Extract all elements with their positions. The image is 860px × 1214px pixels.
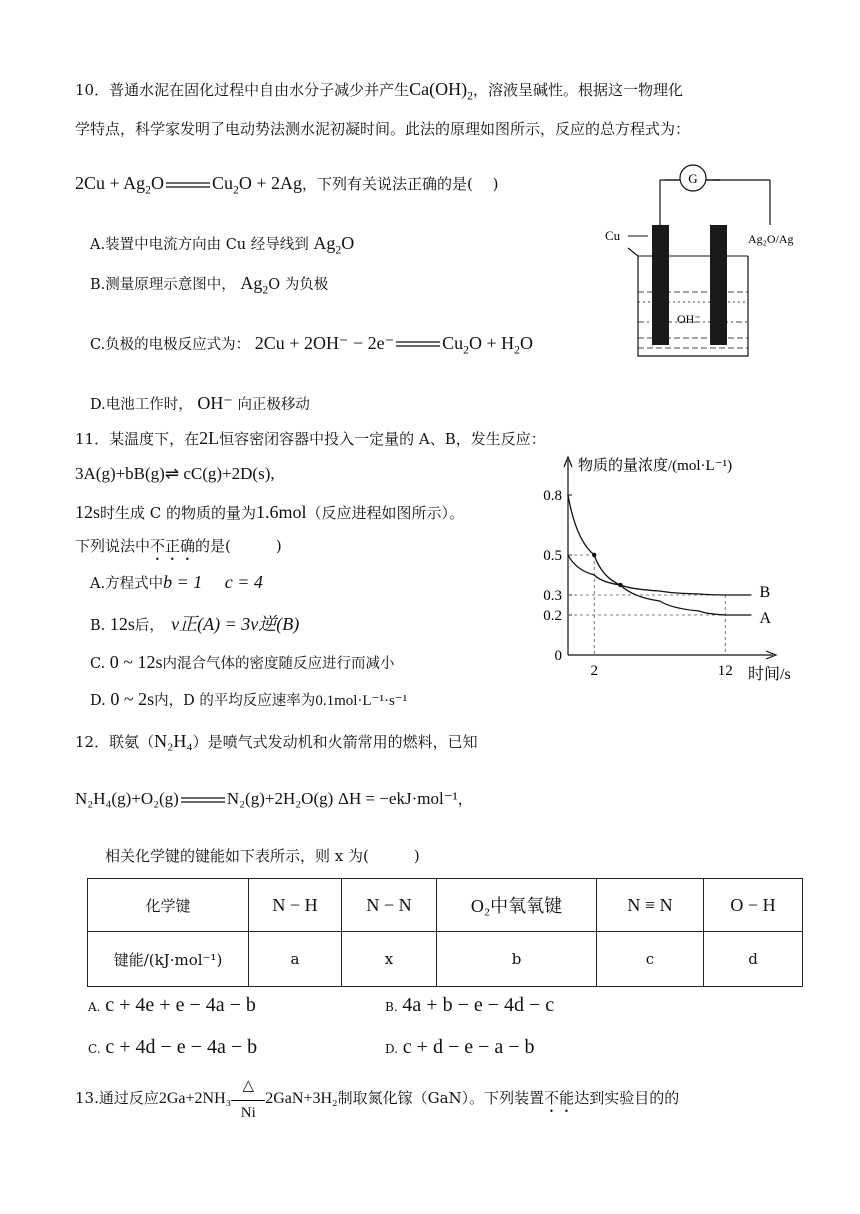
y-tick-label: 0.3 [543, 588, 562, 604]
x-axis-label: 时间/s [748, 666, 791, 683]
cu-label: Cu [605, 228, 621, 243]
q11-reaction: 3A(g)+bB(g)⇌ cC(g)+2D(s), [75, 464, 275, 483]
table-row [88, 932, 803, 987]
q11-option-a: A.方程式中b = 1 c = 4 [90, 572, 263, 592]
equals-arrow-icon [164, 174, 212, 196]
q11-line1: 11．某温度下，在2L恒容密闭容器中投入一定量的 A、B，发生反应： [75, 428, 546, 448]
q12-option-d: D. c + d − e − a − b [385, 1036, 535, 1058]
series-label-B: B [759, 584, 771, 601]
table-header: O₂中氧氧键 [437, 879, 597, 932]
y-tick-label: 0 [554, 648, 562, 664]
table-cell: b [437, 932, 597, 987]
q10-option-b: B.测量原理示意图中， $Ag_2O$ 为负极 [90, 273, 329, 297]
q10-formula: $Ca(OH)_2$ [409, 79, 473, 103]
concentration-chart [530, 455, 800, 695]
series-line-B [568, 555, 751, 595]
table-header: N − H [249, 879, 342, 932]
q12-option-c: C. c + 4d − e − 4a − b [88, 1036, 258, 1058]
y-tick-label: 0.2 [543, 608, 562, 624]
q11-line3: 12s时生成 C 的物质的量为1.6mol（反应进程如图所示）。 [75, 502, 465, 522]
x-tick-label: 12 [717, 663, 733, 679]
q12-equation: N₂H₄(g)+O₂(g) N₂(g)+2H₂O(g) ΔH = −ekJ·mol⁻¹， [75, 788, 473, 811]
y-tick-label: 0.5 [543, 548, 562, 564]
q12-option-b: B. 4a + b − e − 4d − c [385, 994, 555, 1016]
q10-equation: $2Cu + Ag_2O$ $Cu_2O + 2Ag$，下列有关说法正确的是( ) [75, 173, 499, 197]
ag2o-label: Ag₂O/Ag [748, 232, 794, 246]
x-tick-label: 2 [590, 663, 598, 679]
q11-option-b: B. 12s后， v正(A) = 3v逆(B) [90, 614, 300, 634]
table-cell: a [249, 932, 342, 987]
q11-option-d: D. 0 ~ 2s内，D 的平均反应速率为0.1mol·L⁻¹·s⁻¹ [90, 689, 408, 709]
bond-energy-table [87, 878, 803, 987]
table-header-row [88, 879, 803, 932]
q12-line1: 12．联氨（N₂H₄）是喷气式发动机和火箭常用的燃料，已知 [75, 731, 478, 751]
table-header: O − H [704, 879, 803, 932]
table-cell: x [342, 932, 437, 987]
q10-line2: 学特点，科学家发明了电动势法测水泥初凝时间。此法的原理如图所示，反应的总方程式为： [75, 120, 691, 138]
q10-text: 10．普通水泥在固化过程中自由水分子减少并产生 [75, 81, 410, 99]
galvanic-cell-diagram [600, 160, 820, 365]
q10-option-a: A.装置中电流方向由 Cu 经导线到 $Ag_2O$ [90, 233, 355, 257]
cu-electrode [652, 225, 669, 345]
equals-arrow-icon [394, 334, 442, 356]
q10-option-c: C.负极的电极反应式为： 2Cu + 2OH⁻ − 2e⁻ $Cu_2O + H_2O$ [90, 333, 533, 357]
table-header: 化学键 [88, 879, 249, 932]
galvanometer-label: G [688, 171, 698, 186]
table-header: N ≡ N [597, 879, 704, 932]
q12-line3: 相关化学键的键能如下表所示，则 x 为( ) [105, 847, 420, 865]
q10-option-d: D.电池工作时， OH⁻ 向正极移动 [90, 393, 310, 413]
reaction-condition: △ Ni [231, 1098, 265, 1101]
q11-option-c: C. 0 ~ 12s内混合气体的密度随反应进行而减小 [90, 652, 395, 672]
table-header: N − N [342, 879, 437, 932]
data-point [592, 553, 596, 557]
y-tick-label: 0.8 [543, 488, 562, 504]
oh-ion-label: OH⁻ [677, 312, 701, 326]
series-label-A: A [759, 610, 772, 627]
equals-arrow-icon [179, 789, 227, 811]
q10-text-b: ，溶液呈碱性。根据这一物理化 [472, 81, 683, 99]
table-cell: 键能/(kJ·mol⁻¹) [88, 932, 249, 987]
data-point [618, 583, 622, 587]
ag2o-electrode [710, 225, 727, 345]
y-axis-label: 物质的量浓度/(mol·L⁻¹) [578, 458, 733, 474]
q12-option-a: A. c + 4e + e − 4a − b [88, 994, 256, 1016]
table-cell: c [597, 932, 704, 987]
q13-line1: 13.通过反应2Ga+2NH₃ △ Ni 2GaN+3H₂制取氮化镓（GaN）。下列装置不能达到实验目的的 [75, 1075, 680, 1121]
q10-line1 [75, 78, 683, 108]
q11-line4: 下列说法中不正确的是( ) [75, 537, 282, 555]
table-cell: d [704, 932, 803, 987]
